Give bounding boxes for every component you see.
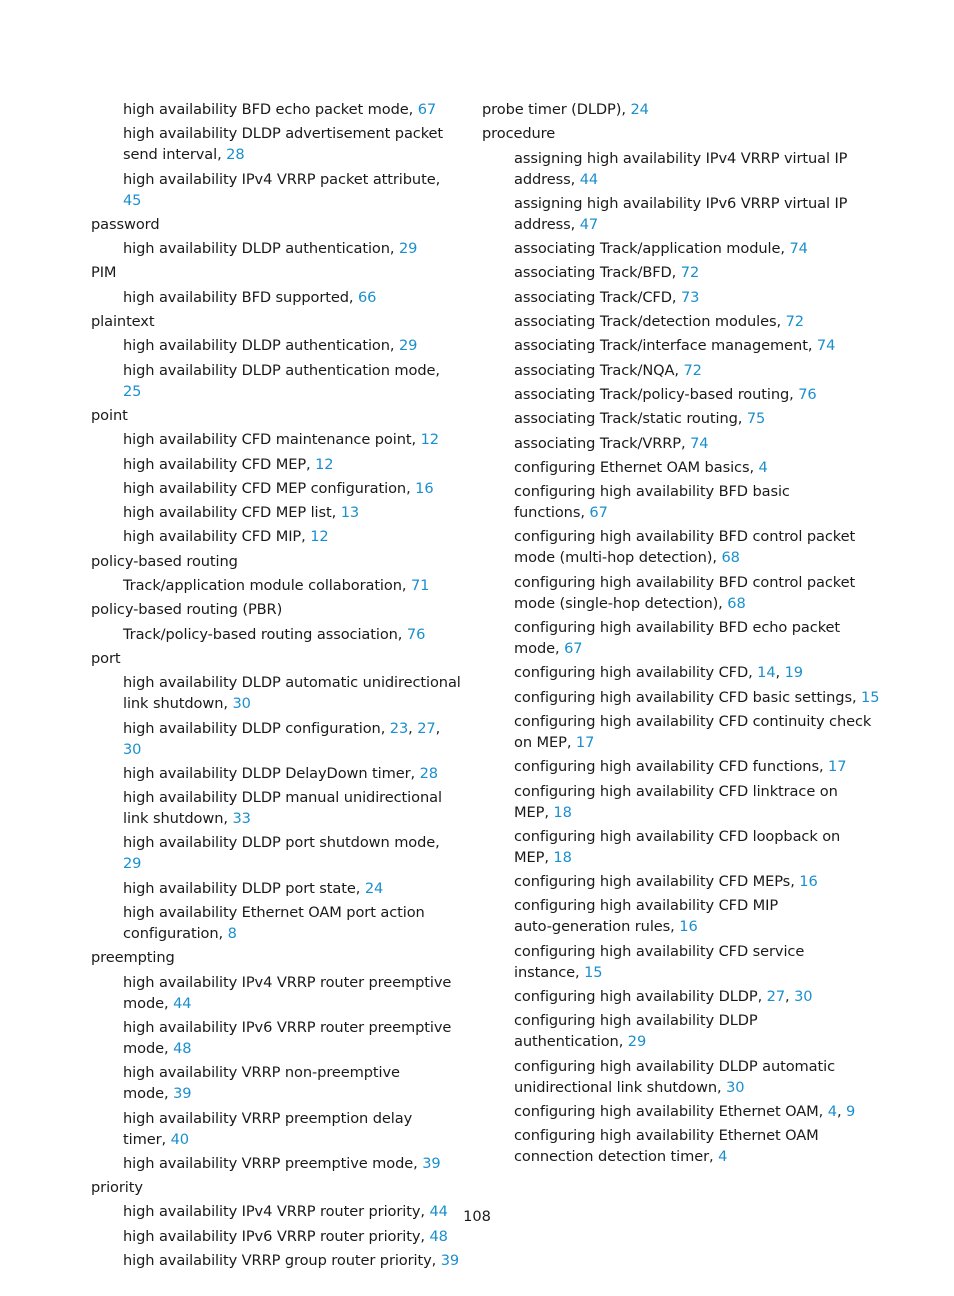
index-subentry <box>91 360 461 402</box>
entry-text: configuring high availability DLDP authentication, <box>514 1012 758 1051</box>
page-link[interactable]: 72 <box>683 361 702 379</box>
page-link[interactable]: 25 <box>123 382 142 400</box>
entry-text: policy-based routing (PBR) <box>91 601 283 619</box>
entry-text: high availability CFD MIP, <box>123 528 311 546</box>
entry-text: configuring high availability Ethernet OAM, <box>514 1102 828 1120</box>
page-link[interactable]: 12 <box>420 431 439 449</box>
page-link[interactable]: 74 <box>690 434 709 452</box>
index-subentry <box>91 787 461 829</box>
entry-text: associating Track/interface management, <box>514 337 817 355</box>
page-link[interactable]: 18 <box>553 848 572 866</box>
index-subentry <box>482 687 882 708</box>
entry-text: high availability DLDP authentication, <box>123 240 399 258</box>
index-subentry <box>91 672 461 714</box>
index-subentry <box>482 335 882 356</box>
page-link[interactable]: 39 <box>173 1085 192 1103</box>
index-subentry <box>482 756 882 777</box>
page-link[interactable]: 29 <box>398 240 418 258</box>
page-link[interactable]: 68 <box>727 594 746 612</box>
entry-text: configuring high availability CFD MIP auto-generation rules, <box>514 897 779 936</box>
index-subentry <box>91 972 461 1014</box>
entry-text: associating Track/BFD, <box>514 264 681 282</box>
entry-text: high availability DLDP configuration, <box>123 719 390 737</box>
page-link[interactable]: 9 <box>846 1102 856 1120</box>
index-subentry: configuring high availability Ethernet OAM, 4, 9 <box>514 1102 856 1120</box>
page-link[interactable]: 17 <box>828 758 847 776</box>
index-subentry <box>91 1108 461 1150</box>
index-entry <box>482 99 882 120</box>
page-link[interactable]: 75 <box>746 410 766 428</box>
index-subentry <box>482 711 882 753</box>
entry-text: configuring Ethernet OAM basics, <box>514 458 759 476</box>
entry-text: PIM <box>91 264 117 282</box>
page-link[interactable]: 66 <box>358 288 377 306</box>
page-link[interactable]: 45 <box>123 191 142 209</box>
entry-text: configuring high availability Ethernet OAM connection detection timer, <box>514 1127 819 1166</box>
index-subentry <box>91 238 461 259</box>
index-subentry <box>91 429 461 450</box>
index-subentry <box>482 1056 882 1098</box>
entry-text: configuring high availability CFD loopback on MEP, <box>514 827 841 866</box>
index-column-right <box>482 99 882 1171</box>
index-subentry <box>482 384 882 405</box>
entry-text: Track/policy-based routing association, <box>123 625 407 643</box>
page-number: 108 <box>463 1208 491 1225</box>
page-link[interactable]: 27 <box>766 988 786 1006</box>
page-link[interactable]: 67 <box>589 504 608 522</box>
entry-text: associating Track/CFD, <box>514 288 681 306</box>
page-link[interactable]: 28 <box>419 764 438 782</box>
entry-text: high availability BFD supported, <box>123 288 358 306</box>
index-subentry <box>482 360 882 381</box>
index-subentry <box>482 526 882 568</box>
page-link[interactable]: 29 <box>398 337 418 355</box>
page-link[interactable]: 67 <box>417 101 437 118</box>
entry-text: assigning high availability IPv4 VRRP virtual IP address, <box>514 149 848 188</box>
page-link[interactable]: 28 <box>226 146 245 164</box>
index-entry <box>91 947 461 968</box>
index-subentry <box>482 941 882 983</box>
entry-text: high availability DLDP port shutdown mode, <box>123 834 440 852</box>
page-link[interactable]: 72 <box>785 313 804 331</box>
page-link[interactable]: 76 <box>406 625 426 643</box>
index-subentry <box>91 478 461 499</box>
entry-text: configuring high availability BFD control packet mode (single-hop detection), <box>514 573 856 612</box>
page-link[interactable]: 73 <box>680 288 700 306</box>
page-link[interactable]: 67 <box>564 640 583 658</box>
page-link[interactable]: 44 <box>429 1203 448 1221</box>
entry-text: high availability VRRP group router priority, <box>123 1251 441 1269</box>
page-link[interactable]: 47 <box>579 215 599 233</box>
entry-text: preempting <box>91 949 175 967</box>
page-link[interactable]: 18 <box>553 803 572 821</box>
entry-text: associating Track/NQA, <box>514 361 684 379</box>
entry-text: high availability BFD echo packet mode, <box>123 101 418 118</box>
page-link[interactable]: 33 <box>232 810 251 828</box>
page-link[interactable]: 15 <box>584 963 603 981</box>
index-subentry <box>91 526 461 547</box>
index-subentry <box>482 871 882 892</box>
index-subentry <box>482 148 882 190</box>
index-subentry <box>91 624 461 645</box>
page-link[interactable]: 17 <box>575 733 595 751</box>
entry-text: configuring high availability CFD linktrace on MEP, <box>514 782 838 821</box>
entry-text: associating Track/VRRP, <box>514 434 691 452</box>
entry-text: probe timer (DLDP), <box>482 101 631 118</box>
index-column-left <box>91 99 461 1274</box>
page-link[interactable]: 30 <box>726 1078 745 1096</box>
index-subentry <box>482 433 882 454</box>
index-subentry <box>91 763 461 784</box>
entry-text: procedure <box>482 125 556 143</box>
index-subentry <box>482 826 882 868</box>
page-link[interactable]: 72 <box>680 264 700 282</box>
entry-text: high availability DLDP automatic unidirectional link shutdown, <box>123 674 461 713</box>
entry-text: high availability Ethernet OAM port action configuration, <box>123 904 425 943</box>
index-subentry <box>482 238 882 259</box>
entry-text: configuring high availability BFD basic functions, <box>514 483 790 522</box>
page-link[interactable]: 68 <box>721 549 740 567</box>
entry-text: Track/application module collaboration, <box>123 577 411 595</box>
page-link[interactable]: 12 <box>315 455 334 473</box>
page-link[interactable]: 30 <box>794 988 813 1006</box>
entry-text: associating Track/detection modules, <box>514 313 786 331</box>
entry-text: high availability IPv4 VRRP router priority, <box>123 1203 430 1221</box>
page-link[interactable]: 44 <box>579 170 599 188</box>
index-subentry <box>482 895 882 937</box>
entry-text: configuring high availability CFD MEPs, <box>514 873 800 891</box>
index-subentry <box>91 99 461 120</box>
page-link[interactable]: 16 <box>415 479 434 497</box>
index-subentry <box>91 169 461 211</box>
index-subentry <box>482 1010 882 1052</box>
entry-text: high availability DLDP manual unidirectional link shutdown, <box>123 789 442 828</box>
page-link[interactable]: 74 <box>816 337 836 355</box>
page-link[interactable]: 4 <box>758 458 768 476</box>
page-link[interactable]: 44 <box>173 994 192 1012</box>
index-subentry <box>482 262 882 283</box>
index-subentry: high availability DLDP configuration, 23, 27, 30 <box>123 719 441 758</box>
index-subentry <box>91 878 461 899</box>
entry-text: configuring high availability BFD echo packet mode, <box>514 619 841 658</box>
page-link[interactable]: 23 <box>389 719 409 737</box>
page-link[interactable]: 74 <box>789 240 808 258</box>
index-entry <box>91 214 461 235</box>
index-subentry <box>91 902 461 944</box>
page-link[interactable]: 29 <box>627 1033 647 1051</box>
entry-text: plaintext <box>91 313 155 331</box>
entry-text: high availability IPv4 VRRP packet attribute, <box>123 170 441 188</box>
index-entry <box>91 405 461 426</box>
entry-text: configuring high availability CFD functions, <box>514 758 829 776</box>
entry-text: high availability IPv6 VRRP router priority, <box>123 1227 430 1245</box>
index-subentry <box>91 1153 461 1174</box>
entry-text: high availability DLDP DelayDown timer, <box>123 764 420 782</box>
index-entry <box>91 311 461 332</box>
entry-text: high availability CFD MEP, <box>123 455 316 473</box>
index-subentry <box>482 481 882 523</box>
page-link[interactable]: 30 <box>232 695 251 713</box>
page-link[interactable]: 76 <box>798 385 817 403</box>
entry-text: high availability CFD MEP list, <box>123 504 341 522</box>
index-subentry <box>91 1062 461 1104</box>
entry-text: high availability IPv4 VRRP router preemptive mode, <box>123 973 452 1012</box>
entry-text: configuring high availability CFD basic settings, <box>514 688 862 706</box>
index-subentry <box>482 781 882 823</box>
page-link[interactable]: 16 <box>679 918 698 936</box>
page-link[interactable]: 12 <box>310 528 329 546</box>
page-link[interactable]: 39 <box>440 1251 460 1269</box>
page-link[interactable]: 4 <box>718 1148 728 1166</box>
page-link[interactable]: 40 <box>170 1130 189 1148</box>
index-subentry <box>91 1226 461 1247</box>
index-entry <box>482 123 882 144</box>
index-entry <box>91 599 461 620</box>
entry-text: high availability VRRP preemptive mode, <box>123 1154 423 1172</box>
entry-text: high availability DLDP authentication mode, <box>123 361 440 379</box>
page-link[interactable]: 13 <box>340 504 360 522</box>
index-subentry <box>482 193 882 235</box>
page-link[interactable]: 19 <box>784 664 803 682</box>
page-link[interactable]: 8 <box>227 925 237 943</box>
entry-text: high availability DLDP port state, <box>123 879 365 897</box>
entry-text: high availability DLDP authentication, <box>123 337 399 355</box>
index-entry <box>91 648 461 669</box>
index-subentry: configuring high availability CFD, 14, 19 <box>514 664 803 682</box>
entry-text: configuring high availability CFD service instance, <box>514 942 805 981</box>
entry-text: high availability VRRP non-preemptive mode, <box>123 1064 400 1103</box>
entry-text: policy-based routing <box>91 552 238 570</box>
index-subentry <box>482 617 882 659</box>
page-link[interactable]: 16 <box>799 873 818 891</box>
index-subentry <box>91 1250 461 1271</box>
entry-text: associating Track/policy-based routing, <box>514 385 799 403</box>
index-subentry <box>482 457 882 478</box>
page-link[interactable]: 30 <box>123 740 142 758</box>
page-link[interactable]: 4 <box>827 1102 837 1120</box>
index-subentry: configuring high availability DLDP, 27, 30 <box>514 988 813 1006</box>
index-subentry <box>91 287 461 308</box>
entry-text: associating Track/static routing, <box>514 410 747 428</box>
entry-text: high availability CFD MEP configuration, <box>123 479 416 497</box>
entry-text: high availability CFD maintenance point, <box>123 431 421 449</box>
entry-text: configuring high availability DLDP automatic unidirectional link shutdown, <box>514 1057 836 1096</box>
entry-text: associating Track/application module, <box>514 240 790 258</box>
index-subentry <box>91 502 461 523</box>
page-link[interactable]: 27 <box>417 719 436 737</box>
entry-text: high availability IPv6 VRRP router preemptive mode, <box>123 1018 452 1057</box>
page-link[interactable]: 39 <box>422 1154 441 1172</box>
page-link[interactable]: 15 <box>861 688 880 706</box>
entry-text: port <box>91 649 121 667</box>
page-link[interactable]: 24 <box>364 879 384 897</box>
entry-text: high availability DLDP advertisement packet send interval, <box>123 125 444 164</box>
entry-text: password <box>91 215 160 233</box>
entry-text: configuring high availability CFD continuity check on MEP, <box>514 712 872 751</box>
index-subentry <box>91 1017 461 1059</box>
index-entry <box>91 262 461 283</box>
index-subentry <box>482 287 882 308</box>
page-link[interactable]: 29 <box>123 855 142 873</box>
entry-text: configuring high availability BFD control packet mode (multi-hop detection), <box>514 528 856 567</box>
page-link[interactable]: 48 <box>429 1227 448 1245</box>
index-subentry <box>482 1125 882 1167</box>
index-subentry <box>482 408 882 429</box>
page-link[interactable]: 24 <box>630 101 649 118</box>
index-entry <box>91 551 461 572</box>
index-subentry <box>91 123 461 165</box>
index-subentry <box>91 575 461 596</box>
index-subentry <box>91 454 461 475</box>
page-link[interactable]: 14 <box>757 664 776 682</box>
entry-text: priority <box>91 1179 143 1197</box>
entry-text: configuring high availability CFD, <box>514 664 758 682</box>
page-link[interactable]: 48 <box>173 1039 192 1057</box>
index-subentry <box>91 832 461 874</box>
entry-text: high availability VRRP preemption delay timer, <box>123 1109 413 1148</box>
entry-text: configuring high availability DLDP, <box>514 988 767 1006</box>
index-entry <box>91 1177 461 1198</box>
entry-text: assigning high availability IPv6 VRRP virtual IP address, <box>514 194 848 233</box>
index-subentry <box>482 311 882 332</box>
entry-text: point <box>91 406 128 424</box>
index-subentry <box>482 572 882 614</box>
index-subentry <box>91 335 461 356</box>
page-link[interactable]: 71 <box>410 577 430 595</box>
